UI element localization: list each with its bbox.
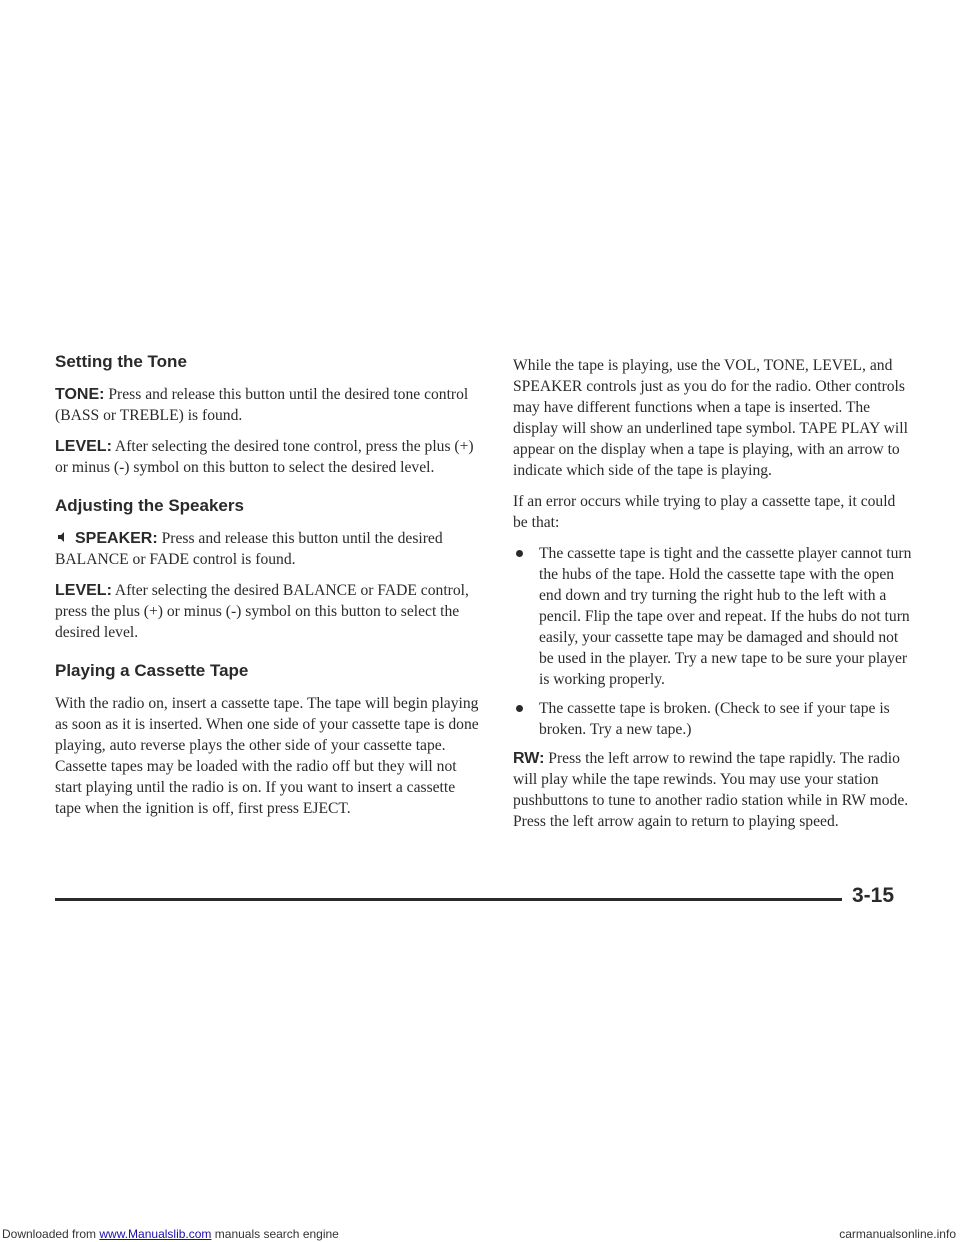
right-column [513,355,913,842]
footer-rule [55,898,842,901]
speaker-term: SPEAKER: [75,530,158,547]
list-item: The cassette tape is broken. (Check to see if your tape is broken. Try a new tape.) [513,698,913,740]
watermark-text: carmanualsonline.info [839,1227,956,1241]
footer-source: Downloaded from www.Manualslib.com manuals search engine [2,1227,339,1241]
error-list [513,543,913,740]
list-item: The cassette tape is tight and the cassette player cannot turn the hubs of the tape. Hold the cassette tape with the open end down and try turning the right hub to the left with a pencil. Flip the tape over and repeat. If the hubs do not turn easily, your cassette tape may be damaged and should not be used in the player. Try a new tape to be sure your player is working properly. [513,543,913,690]
level-term: LEVEL: [55,438,112,455]
level-speaker-text: After selecting the desired BALANCE or FADE control, press the plus (+) or minus (-) symbol on this button to select the desired level. [55,582,469,641]
rw-term: RW: [513,750,545,767]
section-heading-speakers: Adjusting the Speakers [55,496,244,515]
rw-text: Press the left arrow to rewind the tape rapidly. The radio will play while the tape rewinds. You may use your station pushbuttons to tune to another radio station while in RW mode. Press the left arrow again to return to playing speed. [513,750,909,830]
cassette-paragraph: With the radio on, insert a cassette tape. The tape will begin playing as soon as it is inserted. When one side of your cassette tape is done playing, auto reverse plays the other side of your cassette tape. Cassette tapes may be loaded with the radio off but they will not start playing until the radio is on. If you want to insert a cassette tape when the ignition is off, first press EJECT. [55,695,479,817]
page-number: 3-15 [852,884,895,907]
speaker-text: Press and release this button until the desired BALANCE or FADE control is found. [55,530,443,568]
left-column [55,352,485,829]
level-tone-text: After selecting the desired tone control, press the plus (+) or minus (-) symbol on this button to select the desired level. [55,438,474,476]
bullet-icon [516,550,523,557]
rw-paragraph [513,748,913,832]
tone-paragraph [55,384,485,426]
level-term-2: LEVEL: [55,582,112,599]
tone-text: Press and release this button until the desired tone control (BASS or TREBLE) is found. [55,386,469,424]
level-speaker-paragraph [55,580,485,643]
level-tone-paragraph [55,436,485,478]
bullet-icon [516,705,523,712]
tape-controls-paragraph: While the tape is playing, use the VOL, TONE, LEVEL, and SPEAKER controls just as you do for the radio. Other controls may have different functions when a tape is inserted. The display will show an underlined tape symbol. TAPE PLAY will appear on the display when a tape is playing, with an arrow to indicate which side of the tape is playing. [513,357,908,479]
speaker-icon [55,530,69,544]
speaker-paragraph [55,528,485,570]
tone-term: TONE: [55,386,105,403]
section-heading-cassette: Playing a Cassette Tape [55,661,249,680]
error-intro-paragraph: If an error occurs while trying to play a cassette tape, it could be that: [513,493,896,531]
section-heading-tone: Setting the Tone [55,352,187,371]
download-footer [0,1226,960,1242]
manualslib-link[interactable]: www.Manualslib.com [99,1227,212,1241]
